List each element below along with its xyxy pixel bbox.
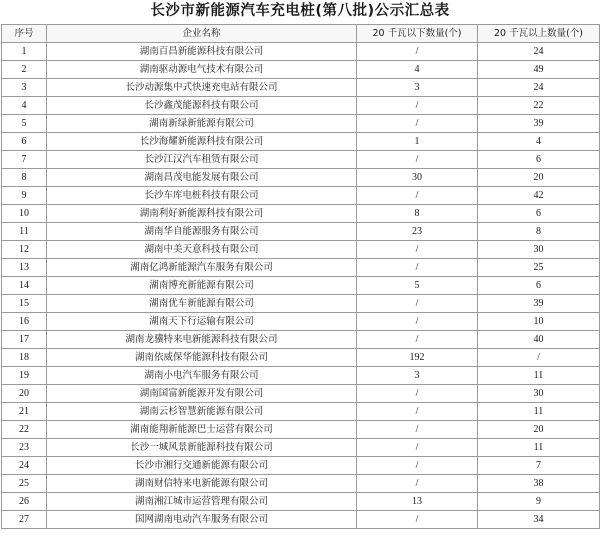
company-name: 湖南天下行运输有限公司 — [47, 313, 357, 331]
table-row — [2, 313, 600, 331]
below-20kw-count: 5 — [357, 277, 478, 295]
above-20kw-count: 6 — [478, 205, 600, 223]
company-name: 湖南优车新能源有限公司 — [47, 295, 357, 313]
above-20kw-count: 8 — [478, 223, 600, 241]
company-name: 长沙市湘行交通新能源有限公司 — [47, 457, 357, 475]
below-20kw-count: / — [357, 385, 478, 403]
row-number: 22 — [2, 421, 47, 439]
row-number: 25 — [2, 475, 47, 493]
above-20kw-count: 20 — [478, 421, 600, 439]
above-20kw-count: 6 — [478, 277, 600, 295]
row-number: 23 — [2, 439, 47, 457]
table-row — [2, 223, 600, 241]
row-number: 12 — [2, 241, 47, 259]
table-body — [2, 43, 600, 529]
row-number: 9 — [2, 187, 47, 205]
row-number: 18 — [2, 349, 47, 367]
row-number: 10 — [2, 205, 47, 223]
company-name: 湖南中美天意科技有限公司 — [47, 241, 357, 259]
row-number: 21 — [2, 403, 47, 421]
company-name: 湖南利好新能源科技有限公司 — [47, 205, 357, 223]
row-number: 14 — [2, 277, 47, 295]
below-20kw-count: / — [357, 97, 478, 115]
table-row — [2, 349, 600, 367]
row-number: 6 — [2, 133, 47, 151]
table-row — [2, 259, 600, 277]
above-20kw-count: 25 — [478, 259, 600, 277]
row-number: 24 — [2, 457, 47, 475]
row-number: 5 — [2, 115, 47, 133]
above-20kw-count: 7 — [478, 457, 600, 475]
row-number: 8 — [2, 169, 47, 187]
table-row — [2, 475, 600, 493]
above-20kw-count: 42 — [478, 187, 600, 205]
above-20kw-count: 24 — [478, 43, 600, 61]
above-20kw-count: 10 — [478, 313, 600, 331]
company-name: 长沙鑫茂能源科技有限公司 — [47, 97, 357, 115]
company-name: 湖南博充新能源有限公司 — [47, 277, 357, 295]
below-20kw-count: / — [357, 43, 478, 61]
row-number: 2 — [2, 61, 47, 79]
row-number: 3 — [2, 79, 47, 97]
table-row — [2, 493, 600, 511]
below-20kw-count: / — [357, 313, 478, 331]
above-20kw-count: 20 — [478, 169, 600, 187]
company-name: 湖南依威保华能源科技有限公司 — [47, 349, 357, 367]
below-20kw-count: 23 — [357, 223, 478, 241]
below-20kw-count: / — [357, 475, 478, 493]
company-name: 湖南能翔新能源巴士运营有限公司 — [47, 421, 357, 439]
company-name: 湖南华自能源服务有限公司 — [47, 223, 357, 241]
above-20kw-count: 30 — [478, 385, 600, 403]
table-row — [2, 385, 600, 403]
table-row — [2, 241, 600, 259]
company-name: 长沙一城风景新能源科技有限公司 — [47, 439, 357, 457]
row-number: 16 — [2, 313, 47, 331]
below-20kw-count: 1 — [357, 133, 478, 151]
row-number: 20 — [2, 385, 47, 403]
above-20kw-count: 34 — [478, 511, 600, 529]
table-row — [2, 331, 600, 349]
company-name: 长沙江汉汽车租赁有限公司 — [47, 151, 357, 169]
below-20kw-count: 30 — [357, 169, 478, 187]
below-20kw-count: 4 — [357, 61, 478, 79]
company-name: 长沙车库电桩科技有限公司 — [47, 187, 357, 205]
row-number: 4 — [2, 97, 47, 115]
table-row — [2, 43, 600, 61]
table-row — [2, 511, 600, 529]
below-20kw-count: 3 — [357, 79, 478, 97]
company-name: 湖南国富新能源开发有限公司 — [47, 385, 357, 403]
below-20kw-count: 192 — [357, 349, 478, 367]
company-name: 国网湖南电动汽车服务有限公司 — [47, 511, 357, 529]
company-name: 湖南百昌新能源科技有限公司 — [47, 43, 357, 61]
below-20kw-count: / — [357, 241, 478, 259]
table-row — [2, 205, 600, 223]
header-company: 企业名称 — [47, 25, 357, 43]
row-number: 15 — [2, 295, 47, 313]
table-row — [2, 367, 600, 385]
below-20kw-count: / — [357, 295, 478, 313]
above-20kw-count: 24 — [478, 79, 600, 97]
above-20kw-count: 39 — [478, 115, 600, 133]
above-20kw-count: 49 — [478, 61, 600, 79]
table-row — [2, 97, 600, 115]
charging-pile-table — [1, 24, 600, 529]
table-row — [2, 115, 600, 133]
below-20kw-count: / — [357, 259, 478, 277]
above-20kw-count: 40 — [478, 331, 600, 349]
below-20kw-count: / — [357, 457, 478, 475]
company-name: 湖南昌茂电能发展有限公司 — [47, 169, 357, 187]
below-20kw-count: 3 — [357, 367, 478, 385]
company-name: 湖南新绿新能源有限公司 — [47, 115, 357, 133]
table-row — [2, 61, 600, 79]
above-20kw-count: 6 — [478, 151, 600, 169]
below-20kw-count: / — [357, 511, 478, 529]
row-number: 1 — [2, 43, 47, 61]
company-name: 湖南云杉智慧新能源有限公司 — [47, 403, 357, 421]
row-number: 19 — [2, 367, 47, 385]
above-20kw-count: 11 — [478, 367, 600, 385]
company-name: 湖南小电汽车服务有限公司 — [47, 367, 357, 385]
row-number: 17 — [2, 331, 47, 349]
company-name: 长沙动源集中式快速充电站有限公司 — [47, 79, 357, 97]
above-20kw-count: 9 — [478, 493, 600, 511]
above-20kw-count: 39 — [478, 295, 600, 313]
company-name: 湖南龙骥特来电新能源科技有限公司 — [47, 331, 357, 349]
row-number: 27 — [2, 511, 47, 529]
table-row — [2, 169, 600, 187]
company-name: 湖南亿鸿新能源汽车服务有限公司 — [47, 259, 357, 277]
below-20kw-count: / — [357, 187, 478, 205]
table-row — [2, 187, 600, 205]
company-name: 湖南财信特来电新能源有限公司 — [47, 475, 357, 493]
company-name: 湖南驱动源电气技术有限公司 — [47, 61, 357, 79]
page-title: 长沙市新能源汽车充电桩(第八批)公示汇总表 — [150, 3, 450, 19]
above-20kw-count: / — [478, 349, 600, 367]
row-number: 7 — [2, 151, 47, 169]
table-row — [2, 403, 600, 421]
table-row — [2, 421, 600, 439]
header-seq: 序号 — [2, 25, 47, 43]
table-row — [2, 133, 600, 151]
below-20kw-count: / — [357, 331, 478, 349]
above-20kw-count: 38 — [478, 475, 600, 493]
above-20kw-count: 30 — [478, 241, 600, 259]
below-20kw-count: 8 — [357, 205, 478, 223]
below-20kw-count: 13 — [357, 493, 478, 511]
below-20kw-count: / — [357, 439, 478, 457]
above-20kw-count: 22 — [478, 97, 600, 115]
below-20kw-count: / — [357, 151, 478, 169]
table-header-row — [2, 25, 600, 43]
below-20kw-count: / — [357, 403, 478, 421]
table-row — [2, 457, 600, 475]
row-number: 11 — [2, 223, 47, 241]
table-row — [2, 79, 600, 97]
header-below-20kw: 20 千瓦以下数量(个) — [357, 25, 478, 43]
below-20kw-count: / — [357, 115, 478, 133]
company-name: 长沙海耀新能源科技有限公司 — [47, 133, 357, 151]
table-row — [2, 439, 600, 457]
header-above-20kw: 20 千瓦以上数量(个) — [478, 25, 600, 43]
below-20kw-count: / — [357, 421, 478, 439]
above-20kw-count: 11 — [478, 439, 600, 457]
table-row — [2, 151, 600, 169]
table-row — [2, 277, 600, 295]
row-number: 26 — [2, 493, 47, 511]
above-20kw-count: 4 — [478, 133, 600, 151]
row-number: 13 — [2, 259, 47, 277]
table-row — [2, 295, 600, 313]
company-name: 湖南湘江城市运营管理有限公司 — [47, 493, 357, 511]
above-20kw-count: 11 — [478, 403, 600, 421]
